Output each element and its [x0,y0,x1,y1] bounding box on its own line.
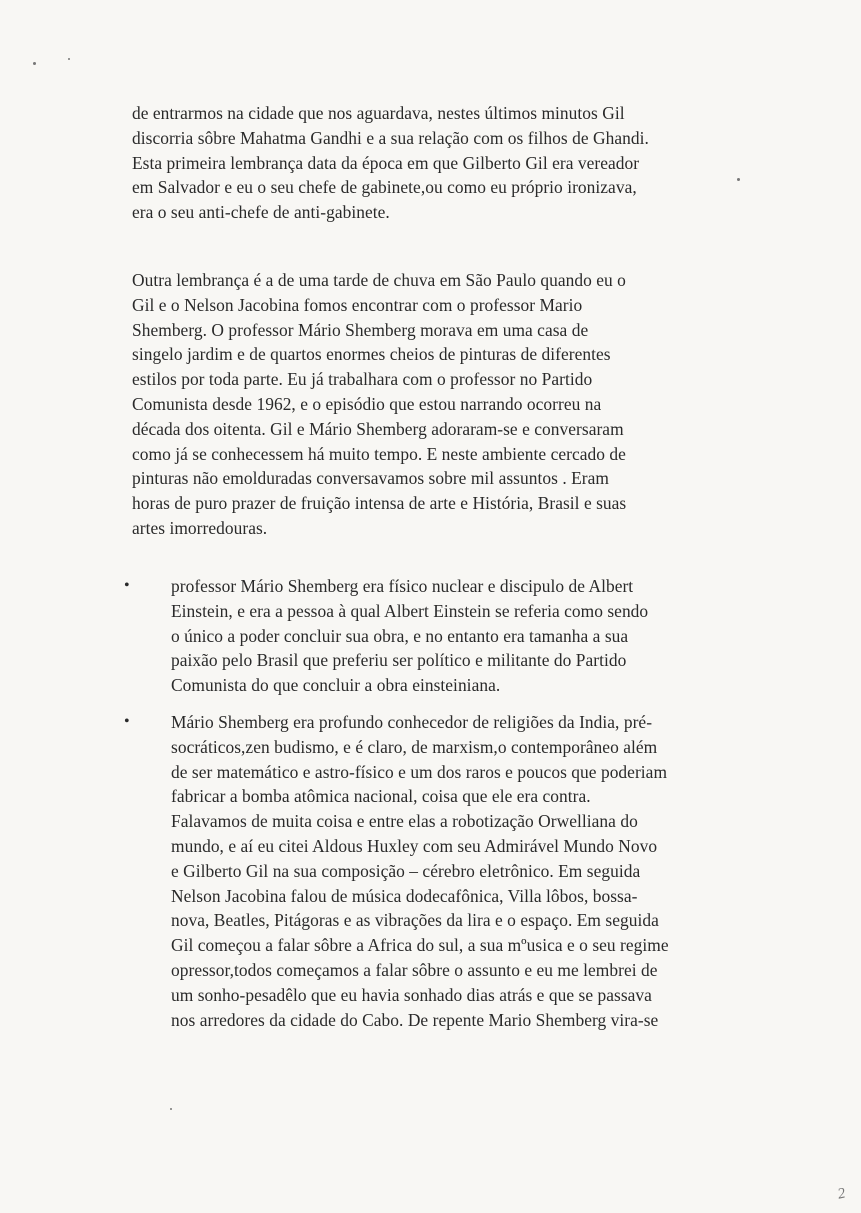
text-line: era o seu anti-chefe de anti-gabinete. [132,202,390,223]
text-line: em Salvador e eu o seu chefe de gabinete,ou como eu próprio ironizava, [132,177,637,198]
text-line: fabricar a bomba atômica nacional, coisa que ele era contra. [171,786,591,807]
bullet-mark: • [124,713,130,730]
text-line: discorria sôbre Mahatma Gandhi e a sua relação com os filhos de Ghandi. [132,127,649,148]
text-line: de ser matemático e astro-físico e um dos raros e poucos que poderiam [171,761,668,782]
text-line: Esta primeira lembrança data da época em que Gilberto Gil era vereador [132,152,640,173]
scan-speck [33,62,36,65]
text-line: paixão pelo Brasil que preferiu ser político e militante do Partido [171,650,627,671]
text-line: mundo, e aí eu citei Aldous Huxley com seu Admirável Mundo Novo [171,835,658,856]
scan-speck [68,58,70,60]
text-line: Gil e o Nelson Jacobina fomos encontrar com o professor Mario [132,294,583,315]
text-line: Comunista desde 1962, e o episódio que estou narrando ocorreu na [132,393,602,414]
text-line: o único a poder concluir sua obra, e no entanto era tamanha a sua [171,625,629,646]
text-line: década dos oitenta. Gil e Mário Shemberg adoraram-se e conversaram [132,418,624,439]
text-line: Falavamos de muita coisa e entre elas a robotização Orwelliana do [171,811,638,832]
text-line: como já se conhecessem há muito tempo. E neste ambiente cercado de [132,443,626,464]
text-line: artes imorredouras. [132,517,268,538]
text-line: singelo jardim e de quartos enormes cheios de pinturas de diferentes [132,344,611,365]
text-line: estilos por toda parte. Eu já trabalhara com o professor no Partido [132,369,593,390]
text-line: Comunista do que concluir a obra einsteiniana. [171,675,501,696]
text-line: nova, Beatles, Pitágoras e as vibrações da lira e o espaço. Em seguida [171,910,659,931]
text-line: pinturas não emolduradas conversavamos sobre mil assuntos . Eram [132,468,609,489]
bullet-text [171,574,771,698]
text-line: Outra lembrança é a de uma tarde de chuva em São Paulo quando eu o [132,270,626,290]
text-line: opressor,todos começamos a falar sôbre o assunto e eu me lembrei de [171,959,658,980]
text-line: Gil começou a falar sôbre a Africa do sul, a sua mºusica e o seu regime [171,935,669,956]
text-line: um sonho-pesadêlo que eu havia sonhado dias atrás e que se passava [171,984,652,1005]
text-line: horas de puro prazer de fruição intensa de arte e História, Brasil e suas [132,493,627,514]
scan-speck [737,178,740,181]
text-line: e Gilberto Gil na sua composição – cérebro eletrônico. Em seguida [171,860,641,881]
text-line: nos arredores da cidade do Cabo. De repente Mario Shemberg vira-se [171,1009,659,1030]
text-line: de entrarmos na cidade que nos aguardava, nestes últimos minutos Gil [132,103,625,123]
paragraph-1 [132,101,732,225]
bullet-text [171,710,771,1032]
text-line: Einstein, e era a pessoa à qual Albert Einstein se referia como sendo [171,600,649,621]
scan-speck [170,1108,172,1110]
text-line: Mário Shemberg era profundo conhecedor de religiões da India, pré- [171,712,653,732]
text-line: Nelson Jacobina falou de música dodecafônica, Villa lôbos, bossa- [171,885,638,906]
page-number: 2 [836,1185,847,1203]
text-line: socráticos,zen budismo, e é claro, de marxism,o contemporâneo além [171,736,658,757]
bullet-mark: • [124,577,130,594]
text-line: Shemberg. O professor Mário Shemberg morava em uma casa de [132,319,589,340]
paragraph-2 [132,268,732,541]
text-line: professor Mário Shemberg era físico nuclear e discipulo de Albert [171,576,634,596]
